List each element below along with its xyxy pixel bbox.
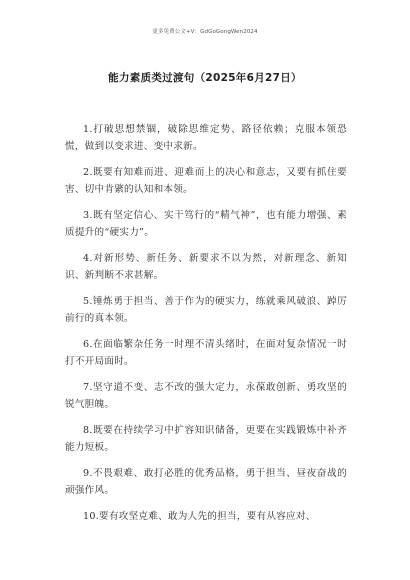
header-note: 更多免费公文+V：GdGoGongWen2024 — [152, 29, 258, 35]
list-item: 4.对新形势、新任务、新要求不以为然，对新理念、新知识、新判断不求甚解。 — [65, 253, 347, 281]
list-item: 5.锤炼勇于担当、善于作为的硬实力，练就乘风破浪、踔厉前行的真本领。 — [65, 296, 347, 324]
list-item: 9.不畏艰难、敢打必胜的优秀品格，勇于担当、昼夜奋战的顽强作风。 — [65, 468, 347, 496]
document-title: 能力素质类过渡句（2025年6月27日） — [108, 72, 302, 84]
list-item: 3.既有坚定信心、实干笃行的“精气神”，也有能力增强、素质提升的“硬实力”。 — [65, 210, 347, 238]
list-item: 1.打破思想禁锢，破除思维定势、路径依赖；克服本领恐慌，做到以变求进、变中求新。 — [65, 124, 347, 152]
list-item: 6.在面临繁杂任务一时理不清头绪时，在面对复杂情况一时打不开局面时。 — [65, 339, 347, 367]
list-item: 7.坚守道不变、志不改的强大定力，永葆敢创新、勇攻坚的锐气胆魄。 — [65, 382, 347, 410]
list-item: 10.要有攻坚克难、敢为人先的担当，要有从容应对、 — [83, 511, 316, 522]
list-item: 8.既要在持续学习中扩容知识储备，更要在实践锻炼中补齐能力短板。 — [65, 425, 347, 453]
transition-sentence-list — [65, 121, 347, 534]
list-item: 2.既要有知难而进、迎难而上的决心和意志，又要有抓住要害、切中肯綮的认知和本领。 — [65, 167, 347, 195]
